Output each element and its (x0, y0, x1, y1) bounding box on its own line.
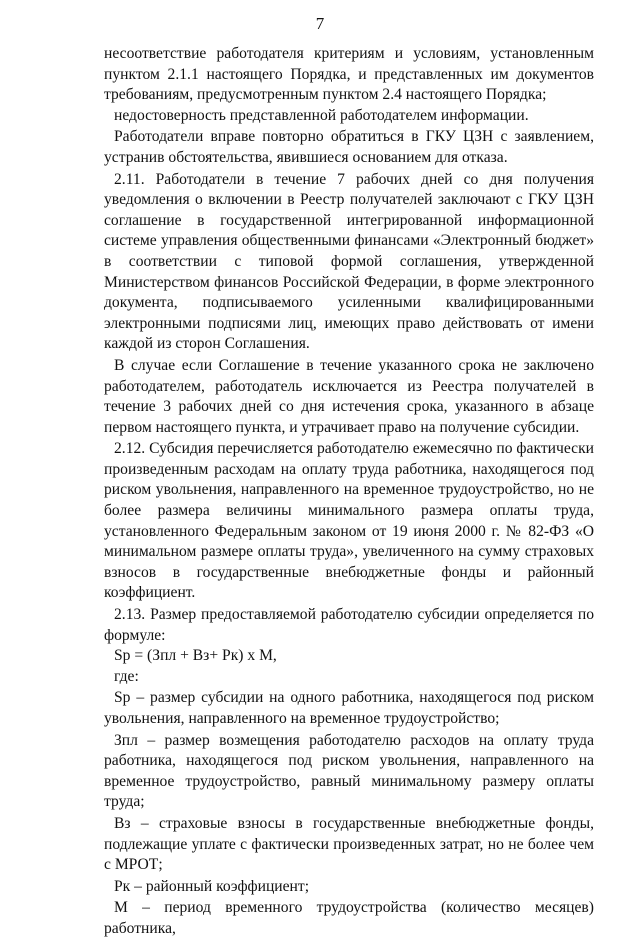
paragraph-unreliable-info: недостоверность представленной работодателем информации. (114, 106, 529, 124)
document-body (104, 44, 594, 940)
subsidy-formula: Sp = (Зпл + Вз+ Рк) х М, (114, 647, 277, 665)
paragraph-reapply: Работодатели вправе повторно обратиться в ГКУ ЦЗН с заявлением, устранив обстоятельства, явившиеся основанием для отказа. (104, 128, 594, 166)
definition-m: М – период временного трудоустройства (количество месяцев) работника, (104, 899, 594, 937)
formula-where-label: где: (114, 667, 139, 685)
definition-zpl: Зпл – размер возмещения работодателю расходов на оплату труда работника, находящегося под риском увольнения, направленного на временное трудоустройство, равный минимальному размеру оплаты труда; (104, 731, 594, 811)
paragraph-2-12: 2.12. Субсидия перечисляется работодателю ежемесячно по фактически произведенным расходам на оплату труда работника, находящегося под риском увольнения, направленного на временное трудоустройство, но не более размера величины минимального размера оплаты труда, установленного Федеральным законом от 19 июня 2000 г. № 82-ФЗ «О минимальном размере оплаты труда», увеличенного на сумму страховых взносов в государственные внебюджетные фонды и районный коэффициент. (104, 440, 594, 602)
definition-rk: Рк – районный коэффициент; (114, 877, 310, 895)
paragraph-criteria-mismatch: несоответствие работодателя критериям и условиям, установленным пунктом 2.1.1 настоящего Порядка, и представленных им документов требованиям, предусмотренным пунктом 2.4 настоящего Порядка; (104, 45, 594, 104)
page-number: 7 (315, 14, 325, 33)
paragraph-agreement-not-concluded: В случае если Соглашение в течение указанного срока не заключено работодателем, работодатель исключается из Реестра получателей в течение 3 рабочих дней со дня истечения срока, указанного в абзаце первом настоящего пункта, и утрачивает право на получение субсидии. (104, 356, 594, 436)
definition-sp: Sp – размер субсидии на одного работника, находящегося под риском увольнения, направленного на временное трудоустройство; (104, 689, 594, 727)
definition-vz: Вз – страховые взносы в государственные внебюджетные фонды, подлежащие уплате с фактически произведенных затрат, но не более чем с МРОТ; (104, 814, 594, 874)
paragraph-2-13: 2.13. Размер предоставляемой работодателю субсидии определяется по формуле: (104, 606, 594, 644)
paragraph-2-11: 2.11. Работодатели в течение 7 рабочих дней со дня получения уведомления о включении в Реестр получателей заключают с ГКУ ЦЗН соглашение в государственной интегрированной информационной системе управления общественными финансами «Электронный бюджет» в соответствии с типовой формой соглашения, утвержденной Министерством финансов Российской Федерации, в форме электронного документа, подписываемого усиленными квалифицированными электронными подписями лиц, имеющих право действовать от имени каждой из сторон Соглашения. (104, 170, 594, 353)
